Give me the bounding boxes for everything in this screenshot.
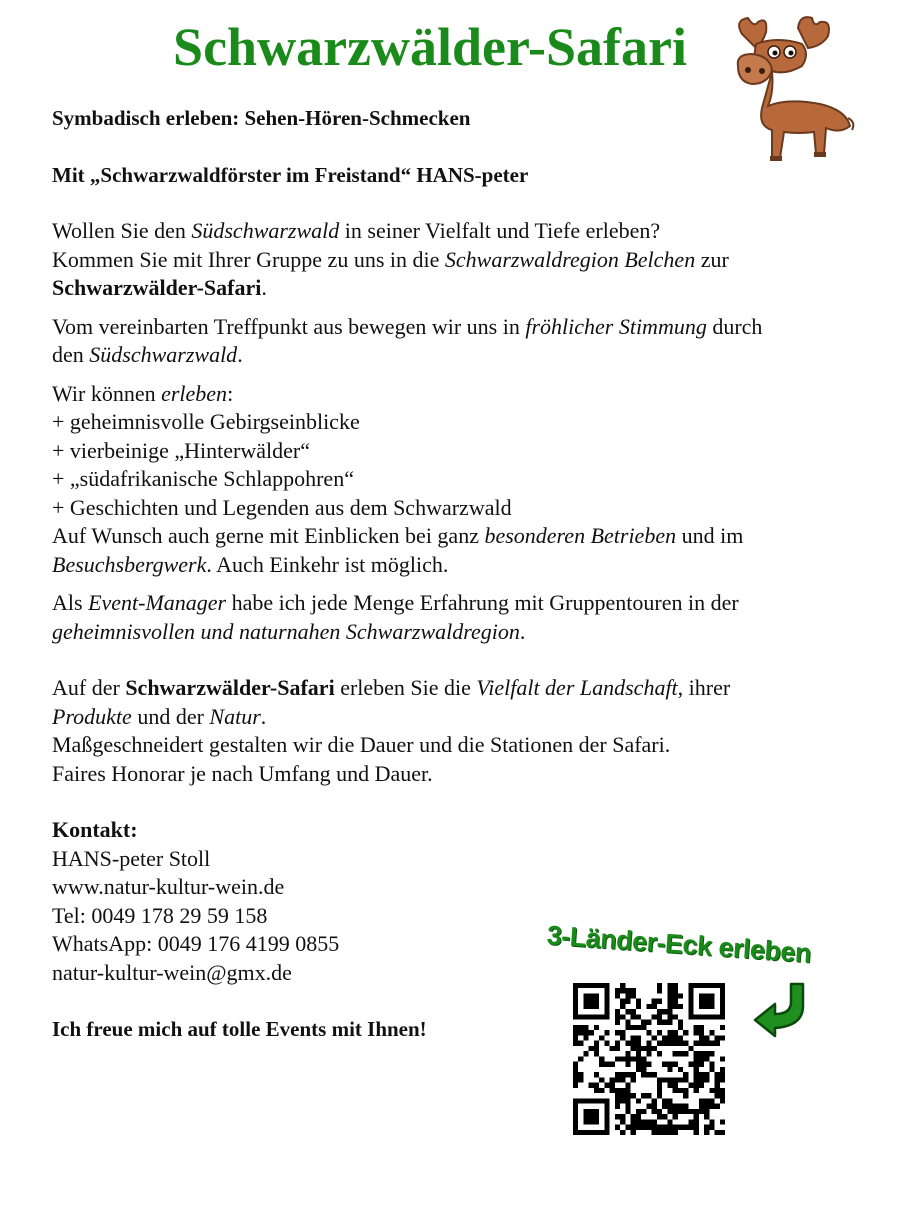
guide-line: Mit „Schwarzwaldförster im Freistand“ HANS-peter xyxy=(52,162,529,187)
contact-heading: Kontakt: xyxy=(52,817,138,842)
curved-arrow-icon xyxy=(733,982,807,1038)
whatsapp-number: WhatsApp: 0049 176 4199 0855 xyxy=(52,931,340,956)
closing-line: Ich freue mich auf tolle Events mit Ihnen! xyxy=(52,1017,427,1041)
contact-name: HANS-peter Stoll xyxy=(52,845,211,871)
list-item: + Geschichten und Legenden aus dem Schwarzwald xyxy=(52,494,512,520)
email-link[interactable]: natur-kultur-wein@gmx.de xyxy=(52,959,292,985)
page-title: Schwarzwälder-Safari xyxy=(173,17,687,77)
list-item: + vierbeinige „Hinterwälder“ xyxy=(52,437,310,463)
subtitle: Symbadisch erleben: Sehen-Hören-Schmecken xyxy=(52,106,471,130)
website-link[interactable]: www.natur-kultur-wein.de xyxy=(52,874,285,899)
region-banner: 3-Länder-Eck erleben xyxy=(545,920,812,969)
experience-paragraph: Wir können erleben: + geheimnisvolle Gebirgseinblicke + vierbeinige „Hinterwälder“ + „südafrikanische Schlappohren“ + Geschichten und Legenden aus dem Schwarzwald Auf Wunsch auch gerne mit Einblicken bei ganz besonderen Betrieben und im Besuchsbergwerk. Auch Einkehr ist möglich. xyxy=(52,380,744,577)
qr-code-icon[interactable] xyxy=(573,983,725,1135)
list-item: + geheimnisvolle Gebirgseinblicke xyxy=(52,409,360,434)
flyer-content xyxy=(52,104,872,1044)
intro-paragraph: Wollen Sie den Südschwarzwald in seiner Vielfalt und Tiefe erleben? Kommen Sie mit Ihrer Gruppe zu uns in die Schwarzwaldregion Belchen zur Schwarzwälder-Safari. xyxy=(52,218,729,300)
phone-number: Tel: 0049 178 29 59 158 xyxy=(52,902,268,928)
manager-paragraph: Als Event-Manager habe ich jede Menge Erfahrung mit Gruppentouren in der geheimnisvollen und naturnahen Schwarzwaldregion. xyxy=(52,590,739,644)
meeting-paragraph: Vom vereinbarten Treffpunkt aus bewegen wir uns in fröhlicher Stimmung durch den Südschwarzwald. xyxy=(52,313,763,367)
safari-paragraph: Auf der Schwarzwälder-Safari erleben Sie die Vielfalt der Landschaft, ihrer Produkte und der Natur. Maßgeschneidert gestalten wir die Dauer und die Stationen der Safari. Faires Honorar je nach Umfang und Dauer. xyxy=(52,675,731,786)
list-item: + „südafrikanische Schlappohren“ xyxy=(52,466,354,491)
